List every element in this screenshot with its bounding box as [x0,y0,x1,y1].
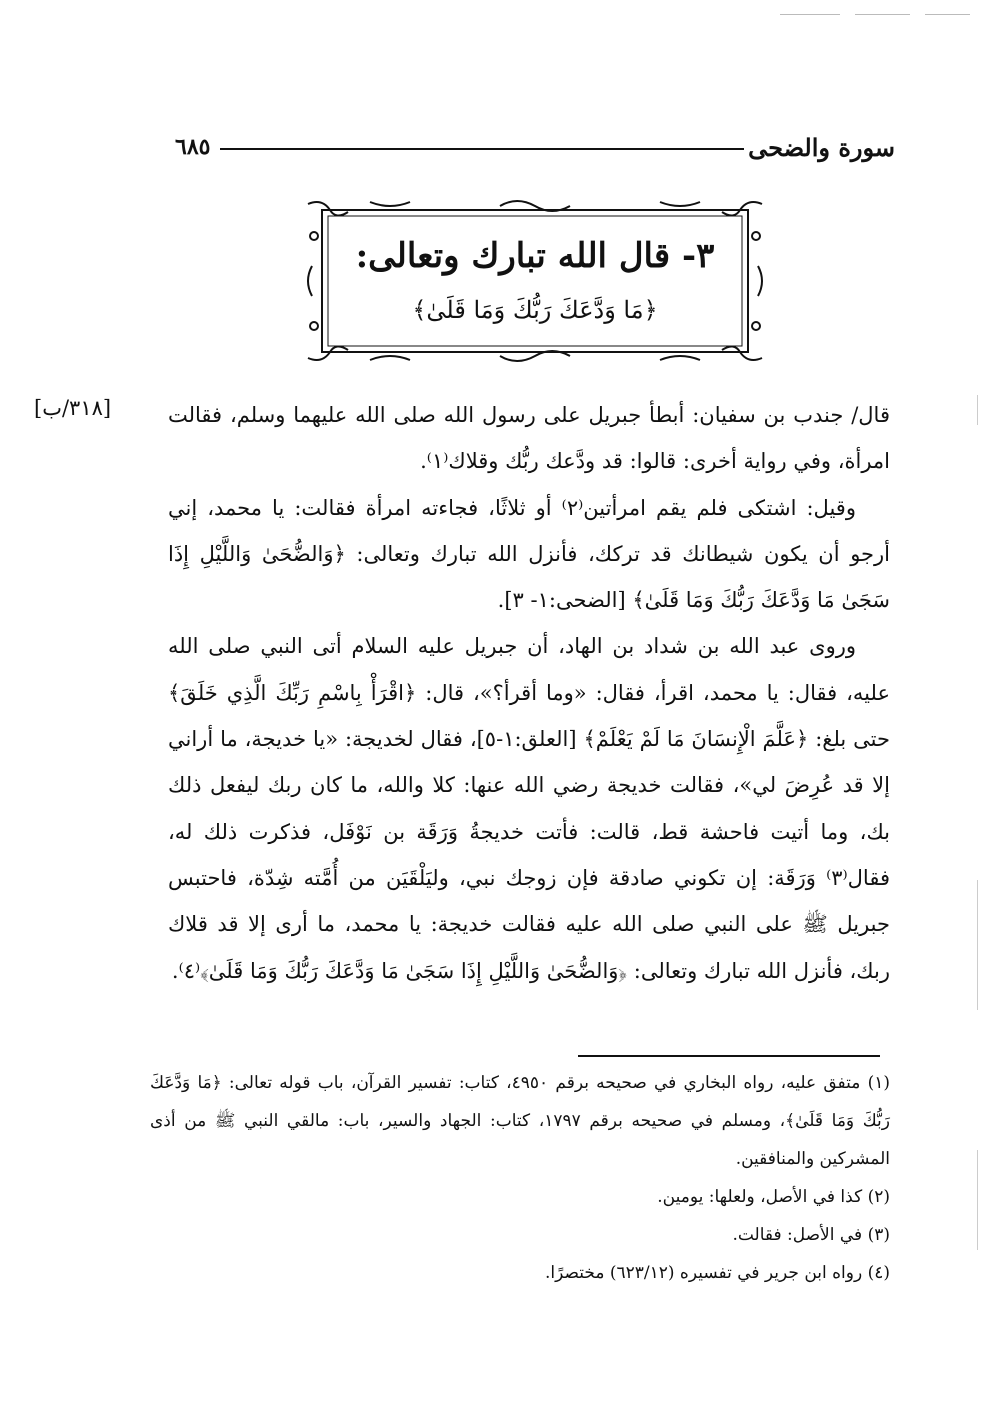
page-header [175,130,895,164]
paragraph: وقيل: اشتكى فلم يقم امرأتين⁽٢⁾ أو ثلاثًا، فجاءته امرأة فقالت: يا محمد، إني أرجو أن يكون شيطانك قد تركك، فأنزل الله تبارك وتعالى: ﴿وَالضُّحَىٰ وَاللَّيْلِ إِذَا سَجَىٰ مَا وَدَّعَكَ رَبُّكَ وَمَا قَلَىٰ﴾ [الضحى:١- ٣]. [168,495,890,613]
page-edge [977,395,978,425]
section-verse: ﴿مَا وَدَّعَكَ رَبُّكَ وَمَا قَلَىٰ﴾ [412,296,658,324]
ornamental-border-icon [300,196,770,366]
header-rule [220,148,744,150]
page-edge [977,880,978,1010]
scan-line [925,14,970,15]
running-title: سورة والضحى [748,132,895,162]
main-text [168,392,890,994]
footnote: (٢) كذا في الأصل، ولعلها: يومين. [657,1187,890,1207]
paragraph: قال/ جندب بن سفيان: أبطأ جبريل على رسول الله صلى الله عليهما وسلم، فقالت امرأة، وفي رواية أخرى: قالوا: قد ودَّعك ربُّك وقلاك⁽١⁾. [168,403,890,474]
paragraph: وروى عبد الله بن شداد بن الهاد، أن جبريل عليه السلام أتى النبي صلى الله عليه، فقال: يا محمد، اقرأ، فقال: «وما أقرأ؟»، قال: ﴿اقْرَأْ بِاسْمِ رَبِّكَ الَّذِي خَلَقَ﴾ حتى بلغ: ﴿عَلَّمَ الْإِنسَانَ مَا لَمْ يَعْلَمْ﴾ [العلق:١-٥]، فقال لخديجة: «يا خديجة، ما أراني إلا قد عُرِضَ لي»، فقالت خديجة رضي الله عنها: كلا والله، ما كان ربك ليفعل ذلك بك، وما أتيت فاحشة قط، قالت: فأتت خديجةُ وَرَقَة بن نَوْفَل، فذكرت ذلك له، فقال⁽٣⁾ وَرَقَة: إن تكوني صادقة فإن زوجك نبي، وليَلْقَيَن من أُمَّته شِدّة، فاحتبس جبريل ﷺ على النبي صلى الله عليه فقالت خديجة: يا محمد، ما أرى إلا قد قلاك ربك، فأنزل الله تبارك وتعالى: ﴿وَالضُّحَىٰ وَاللَّيْلِ إِذَا سَجَىٰ مَا وَدَّعَكَ رَبُّكَ وَمَا قَلَىٰ﴾⁽٤⁾. [168,634,890,983]
footnote: (٣) في الأصل: فقالت. [732,1225,890,1245]
page-number: ٦٨٥ [175,134,211,160]
section-frame [300,196,770,366]
scan-line [780,14,840,15]
folio-reference: [٣١٨/ب] [34,396,112,420]
section-heading: ٣- قال الله تبارك وتعالى: [355,236,715,276]
page-edge [977,1150,978,1250]
footnotes [150,1064,890,1292]
footnote: (٤) رواه ابن جرير في تفسيره (٦٢٣/١٢) مختصرًا. [544,1263,890,1283]
scan-line [855,14,910,15]
footnote-separator [578,1055,880,1057]
footnote: (١) متفق عليه، رواه البخاري في صحيحه برقم ٤٩٥٠، كتاب: تفسير القرآن، باب قوله تعالى: ﴿مَا وَدَّعَكَ رَبُّكَ وَمَا قَلَىٰ﴾، ومسلم في صحيحه برقم ١٧٩٧، كتاب: الجهاد والسير، باب: مالقي النبي ﷺ من أذى المشركين والمنافقين. [150,1073,891,1169]
